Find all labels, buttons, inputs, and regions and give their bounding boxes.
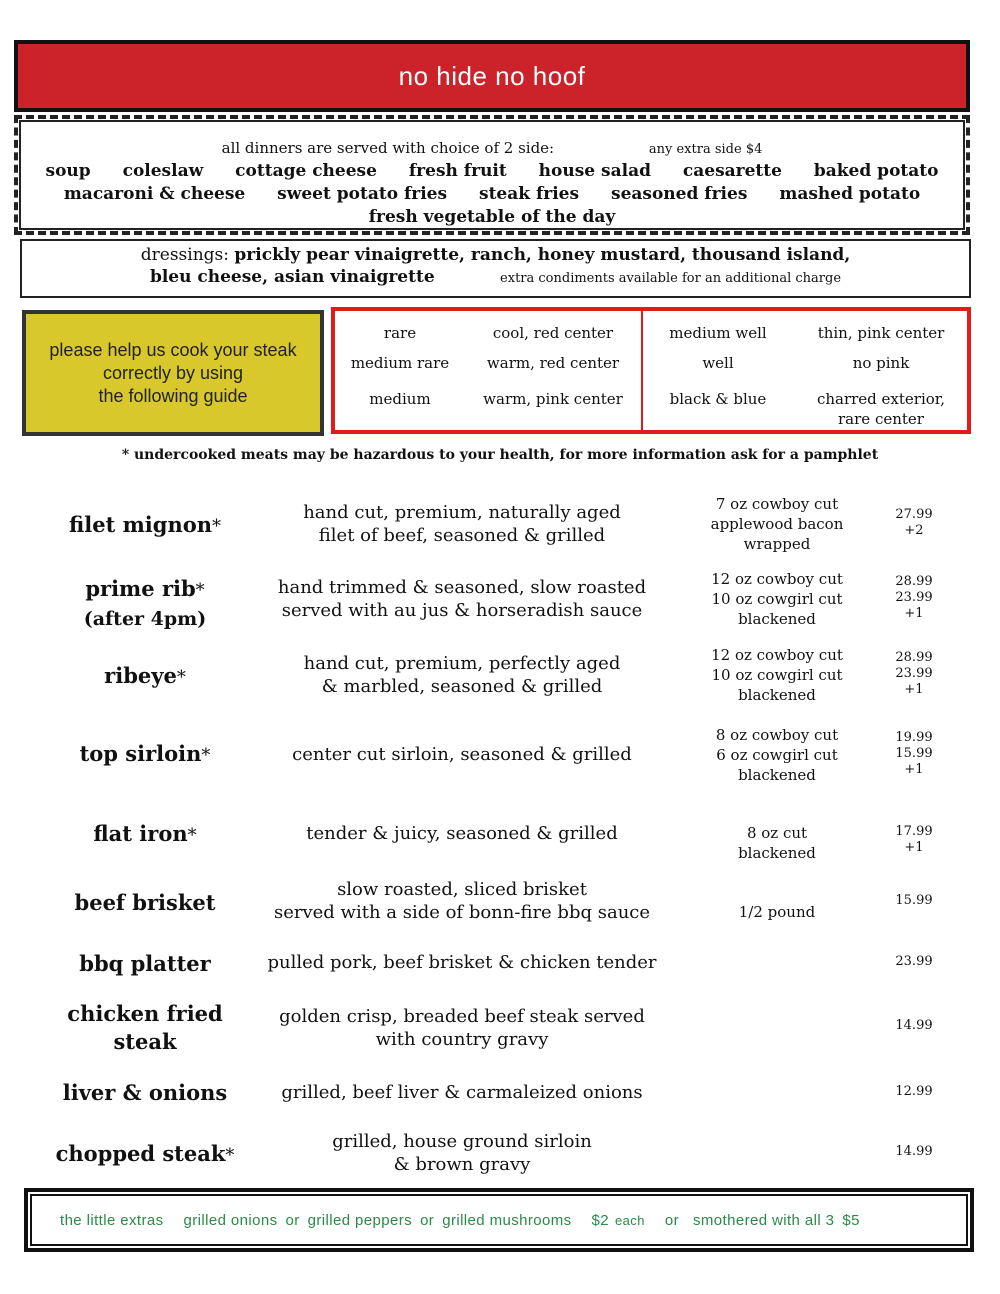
menu-item-price	[874, 574, 954, 622]
sides-row-3	[18, 207, 966, 227]
menu-item-price	[874, 893, 954, 909]
item-name-text: top sirloin	[79, 741, 202, 766]
size-line: blackened	[738, 686, 816, 704]
menu-item-desc	[262, 878, 662, 924]
desc-line: hand cut, premium, perfectly aged	[303, 653, 621, 674]
desc-line: with country gravy	[375, 1029, 549, 1050]
price-line: 27.99	[895, 507, 933, 522]
size-line: 7 oz cowboy cut	[715, 495, 839, 513]
size-line: 8 oz cut	[746, 824, 808, 842]
price-line: 23.99	[895, 954, 933, 969]
menu-item-size	[677, 494, 877, 554]
price-line: 28.99	[895, 574, 933, 589]
item-name-text: ribeye	[104, 663, 177, 688]
menu-item-name	[25, 740, 265, 770]
extras-price: $5	[842, 1211, 860, 1229]
menu-item-size	[677, 823, 877, 863]
menu-item-size	[677, 645, 877, 705]
desc-line: hand cut, premium, naturally aged	[303, 502, 621, 523]
asterisk: *	[195, 580, 205, 601]
doneness-level: medium well	[669, 324, 767, 342]
desc-line: grilled, beef liver & carmaleized onions	[281, 1082, 643, 1103]
menu-item-desc	[262, 1130, 662, 1176]
side-item: cottage cheese	[235, 161, 377, 181]
menu-item-price	[874, 1084, 954, 1100]
menu-item-desc	[262, 743, 662, 766]
size-line: 8 oz cowboy cut	[715, 726, 839, 744]
menu-item-price	[874, 824, 954, 856]
size-line: wrapped	[743, 535, 811, 553]
desc-line: golden crisp, breaded beef steak served	[279, 1006, 645, 1027]
price-line: 28.99	[895, 650, 933, 665]
sides-row-2	[18, 184, 966, 204]
dressings-list-2: bleu cheese, asian vinaigrette	[149, 267, 435, 287]
desc-line: pulled pork, beef brisket & chicken tender	[267, 952, 657, 973]
guide-text-2: correctly by using	[102, 362, 244, 383]
menu-item-name	[25, 1000, 265, 1056]
asterisk: *	[225, 1145, 235, 1166]
price-line: 17.99	[895, 824, 933, 839]
size-line: 12 oz cowboy cut	[711, 646, 843, 664]
menu-item-name	[25, 1140, 265, 1170]
price-line: 15.99	[895, 746, 933, 761]
doneness-level: black & blue	[669, 390, 767, 408]
desc-line: & marbled, seasoned & grilled	[321, 676, 603, 697]
size-line: applewood bacon	[710, 515, 844, 533]
desc-line: & brown gravy	[393, 1154, 531, 1175]
item-name-text: filet mignon	[68, 512, 213, 537]
doneness-level: well	[702, 354, 734, 372]
menu-item-name	[25, 575, 265, 633]
extras-item: grilled peppers	[307, 1211, 413, 1229]
menu-item-price	[874, 954, 954, 970]
side-item: caesarette	[682, 161, 782, 181]
menu-item-price	[874, 1144, 954, 1160]
menu-item-size	[677, 725, 877, 785]
banner-title: no hide no hoof	[398, 60, 586, 91]
extras-or: or	[285, 1211, 300, 1229]
menu-item-desc	[262, 1081, 662, 1104]
menu-item-desc	[262, 1005, 662, 1051]
doneness-level: medium	[369, 390, 431, 408]
extra-side-price: any extra side $4	[648, 142, 763, 157]
item-name-text: prime rib	[85, 576, 196, 601]
asterisk: *	[187, 825, 197, 846]
price-line: +2	[904, 523, 924, 538]
side-item: baked potato	[813, 161, 939, 181]
menu-item-desc	[262, 576, 662, 622]
side-item: house salad	[538, 161, 651, 181]
price-line: 12.99	[895, 1084, 933, 1099]
menu-item-price	[874, 650, 954, 698]
item-name-text: steak	[113, 1029, 177, 1054]
doneness-desc: rare center	[838, 410, 924, 428]
doneness-desc: cool, red center	[492, 324, 614, 342]
size-line: 10 oz cowgirl cut	[711, 590, 843, 608]
item-name-sub: (after 4pm)	[83, 608, 207, 630]
extras-title: the little extras	[60, 1211, 164, 1229]
menu-item-name	[25, 662, 265, 692]
extras-or: or	[420, 1211, 435, 1229]
menu-item-price	[874, 730, 954, 778]
side-item: coleslaw	[122, 161, 204, 181]
size-line: 1/2 pound	[738, 903, 816, 921]
size-line: 10 oz cowgirl cut	[711, 666, 843, 684]
price-line: 14.99	[895, 1144, 933, 1159]
side-item: seasoned fries	[611, 184, 748, 204]
menu-item-name	[25, 889, 265, 917]
asterisk: *	[201, 745, 211, 766]
menu-item-desc	[262, 652, 662, 698]
guide-text-3: the following guide	[98, 385, 248, 406]
menu-item-desc	[262, 951, 662, 974]
extras-each: each	[615, 1212, 645, 1228]
side-item: fresh fruit	[408, 161, 507, 181]
doneness-desc-multiline	[793, 389, 969, 429]
extras-or: or	[664, 1211, 679, 1229]
menu-item-price	[874, 1018, 954, 1034]
doneness-level: rare	[383, 324, 417, 342]
price-line: 23.99	[895, 666, 933, 681]
item-name-text: chopped steak	[55, 1141, 226, 1166]
price-line: 19.99	[895, 730, 933, 745]
size-line: blackened	[738, 610, 816, 628]
price-line: +1	[904, 762, 924, 777]
item-name-text: chicken fried	[67, 1001, 223, 1026]
desc-line: filet of beef, seasoned & grilled	[318, 525, 606, 546]
doneness-desc: charred exterior,	[816, 390, 946, 408]
side-item: macaroni & cheese	[63, 184, 246, 204]
asterisk: *	[176, 667, 186, 688]
dressings-line-2	[22, 267, 969, 287]
sides-row-1	[18, 161, 966, 181]
sides-intro-line	[18, 139, 966, 157]
dressings-list-1: prickly pear vinaigrette, ranch, honey mustard, thousand island,	[234, 245, 851, 265]
doneness-level: medium rare	[350, 354, 450, 372]
size-line: 12 oz cowboy cut	[711, 570, 843, 588]
price-line: 23.99	[895, 590, 933, 605]
side-item: steak fries	[479, 184, 580, 204]
item-name-text: liver & onions	[62, 1080, 228, 1105]
side-item: fresh vegetable of the day	[368, 207, 616, 227]
price-line: 15.99	[895, 893, 933, 908]
guide-text-1: please help us cook your steak	[49, 339, 297, 360]
doneness-desc: warm, pink center	[483, 390, 623, 408]
dressings-label: dressings:	[140, 245, 230, 265]
side-item: soup	[45, 161, 91, 181]
item-name-text: flat iron	[93, 821, 188, 846]
size-line: blackened	[738, 844, 816, 862]
desc-line: grilled, house ground sirloin	[332, 1131, 592, 1152]
doneness-desc: no pink	[852, 354, 910, 372]
desc-line: center cut sirloin, seasoned & grilled	[292, 744, 632, 765]
health-warning: * undercooked meats may be hazardous to your health, for more information ask for a pamphlet	[121, 447, 879, 463]
steak-guide-note	[22, 310, 324, 436]
doneness-desc: warm, red center	[486, 354, 620, 372]
menu-item-name	[25, 511, 265, 541]
desc-line: hand trimmed & seasoned, slow roasted	[277, 577, 647, 598]
desc-line: slow roasted, sliced brisket	[337, 879, 587, 900]
menu-item-desc	[262, 501, 662, 547]
size-line: blackened	[738, 766, 816, 784]
side-item: sweet potato fries	[277, 184, 448, 204]
menu-item-price	[874, 507, 954, 539]
doneness-table	[331, 307, 971, 434]
extras-price: $2	[591, 1211, 610, 1229]
sides-intro: all dinners are served with choice of 2 side:	[221, 139, 555, 157]
dressings-box	[20, 239, 971, 298]
extras-item: smothered with all 3	[692, 1211, 835, 1229]
condiments-note: extra condiments available for an additional charge	[500, 271, 842, 286]
price-line: +1	[904, 682, 924, 697]
item-name-text: beef brisket	[74, 890, 216, 915]
menu-item-size	[677, 569, 877, 629]
little-extras-box	[24, 1188, 974, 1252]
item-name-text: bbq platter	[79, 951, 211, 976]
desc-line: served with au jus & horseradish sauce	[281, 600, 643, 621]
menu-item-size	[677, 902, 877, 922]
price-line: 14.99	[895, 1018, 933, 1033]
menu-item-name	[25, 1079, 265, 1107]
menu-banner	[14, 40, 970, 112]
menu-item-name	[25, 950, 265, 978]
desc-line: served with a side of bonn-fire bbq sauce	[273, 902, 651, 923]
side-item: mashed potato	[779, 184, 921, 204]
price-line: +1	[904, 840, 924, 855]
size-line: 6 oz cowgirl cut	[716, 746, 838, 764]
asterisk: *	[212, 516, 222, 537]
sides-box	[14, 115, 970, 235]
extras-item: grilled onions	[183, 1211, 278, 1229]
menu-item-name	[25, 820, 265, 850]
dressings-line-1	[22, 245, 969, 265]
desc-line: tender & juicy, seasoned & grilled	[306, 823, 618, 844]
extras-item: grilled mushrooms	[442, 1211, 572, 1229]
menu-item-desc	[262, 822, 662, 845]
price-line: +1	[904, 606, 924, 621]
doneness-desc: thin, pink center	[817, 324, 945, 342]
